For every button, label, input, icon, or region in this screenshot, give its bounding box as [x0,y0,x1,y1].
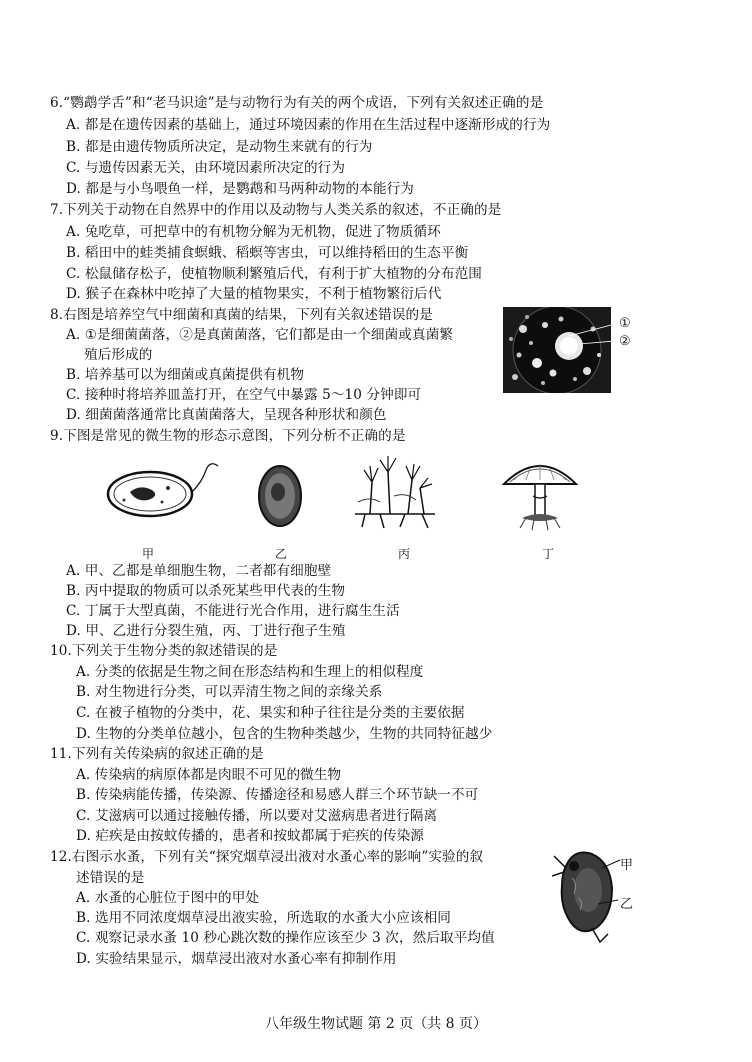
question-text: 右图是培养空气中细菌和真菌的结果，下列有关叙述错误的是 [63,307,433,323]
q8-option-a: A. ①是细菌菌落，②是真菌菌落，它们都是由一个细菌或真菌繁 [66,327,454,343]
question-text: 下列关于动物在自然界中的作用以及动物与人类关系的叙述，不正确的是 [63,202,502,218]
q6-option-a: A. 都是在遗传因素的基础上，通过环境因素的作用在生活过程中逐渐形成的行为 [66,117,551,133]
figure-label-jia: 甲 [142,547,155,561]
water-flea-figure [552,838,624,948]
q6-option-d: D. 都是与小鸟喂鱼一样，是鹦鹉和马两种动物的本能行为 [66,181,415,197]
q6-option-b: B. 都是由遗传物质所决定，是动物生来就有的行为 [66,139,373,155]
question-7-stem [50,202,501,218]
question-9-stem [50,428,406,444]
question-text: 下图是常见的微生物的形态示意图，下列分析不正确的是 [63,428,406,444]
bacterium-figure [100,462,220,532]
question-text: 下列关于生物分类的叙述错误的是 [71,643,278,659]
q12-option-b: B. 选用不同浓度烟草浸出液实验，所选取的水蚤大小应该相同 [76,910,451,926]
q8-option-a-cont: 殖后形成的 [84,347,153,363]
question-10-stem [50,643,277,659]
q9-option-d: D. 甲、乙进行分裂生殖，丙、丁进行孢子生殖 [66,623,346,639]
question-11-stem [50,746,264,762]
q9-option-a: A. 甲、乙都是单细胞生物，二者都有细胞壁 [66,563,332,579]
q9-option-b: B. 丙中提取的物质可以杀死某些甲代表的生物 [66,583,346,599]
petri-dish-figure [503,307,611,393]
figure-label-yi: 乙 [275,547,288,561]
q7-option-c: C. 松鼠储存松子，使植物顺利繁殖后代，有利于扩大植物的分布范围 [66,266,482,282]
q8-option-b: B. 培养基可以为细菌或真菌提供有机物 [66,367,305,383]
q7-option-b: B. 稻田中的蛙类捕食螟蛾、稻螟等害虫，可以维持稻田的生态平衡 [66,245,469,261]
q11-option-b: B. 传染病能传播，传染源、传播途径和易感人群三个环节缺一不可 [76,787,479,803]
q10-option-b: B. 对生物进行分类，可以弄清生物之间的亲缘关系 [76,684,383,700]
mold-figure [350,452,440,532]
q12-option-a: A. 水蚤的心脏位于图中的甲处 [76,890,260,906]
question-8-stem [50,307,433,323]
q12-option-d: D. 实验结果显示，烟草浸出液对水蚤心率有抑制作用 [76,951,397,967]
question-number: 9. [50,428,64,444]
question-number: 10. [50,643,72,659]
question-6-stem [50,95,543,111]
figure-label-jia-12: 甲 [620,858,634,873]
q6-option-c: C. 与遗传因素无关，由环境因素所决定的行为 [66,160,346,176]
q12-option-c: C. 观察记录水蚤 10 秒心跳次数的操作应该至少 3 次，然后取平均值 [76,930,495,946]
mushroom-figure [500,452,580,532]
yeast-figure [255,462,305,532]
page-footer: 八年级生物试题 第 2 页（共 8 页） [264,1016,488,1032]
question-number: 8. [50,307,64,323]
q7-option-d: D. 猴子在森林中吃掉了大量的植物果实，不利于植物繁衍后代 [66,286,442,302]
q8-option-c: C. 接种时将培养皿盖打开，在空气中暴露 5～10 分钟即可 [66,387,422,403]
q7-option-a: A. 兔吃草，可把草中的有机物分解为无机物，促进了物质循环 [66,224,441,240]
q11-option-c: C. 艾滋病可以通过接触传播，所以要对艾滋病患者进行隔离 [76,808,438,824]
question-12-stem [50,849,483,865]
figure-label-2: ② [619,334,631,349]
figure-label-ding: 丁 [542,547,555,561]
q9-option-c: C. 丁属于大型真菌，不能进行光合作用，进行腐生生活 [66,603,400,619]
q10-option-a: A. 分类的依据是生物之间在形态结构和生理上的相似程度 [76,664,424,680]
q11-option-d: D. 疟疾是由按蚊传播的，患者和按蚊都属于疟疾的传染源 [76,828,425,844]
question-number: 12. [50,849,72,865]
q11-option-a: A. 传染病的病原体都是肉眼不可见的微生物 [76,767,342,783]
q8-option-d: D. 细菌菌落通常比真菌菌落大，呈现各种形状和颜色 [66,407,387,423]
question-number: 6. [50,95,64,111]
question-text: “鹦鹉学舌”和“老马识途”是与动物行为有关的两个成语，下列有关叙述正确的是 [63,95,544,111]
q10-option-c: C. 在被子植物的分类中，花、果实和种子往往是分类的主要依据 [76,705,465,721]
figure-label-bing: 丙 [398,547,411,561]
figure-label-yi-12: 乙 [620,897,634,912]
question-text: 下列有关传染病的叙述正确的是 [71,746,264,762]
figure-label-1: ① [619,316,631,331]
question-12-stem-cont: 述错误的是 [76,870,145,886]
question-number: 7. [50,202,64,218]
question-number: 11. [50,746,72,762]
q10-option-d: D. 生物的分类单位越小，包含的生物种类越少，生物的共同特征越少 [76,726,493,742]
question-text: 右图示水蚤，下列有关“探究烟草浸出液对水蚤心率的影响”实验的叙 [71,849,484,865]
